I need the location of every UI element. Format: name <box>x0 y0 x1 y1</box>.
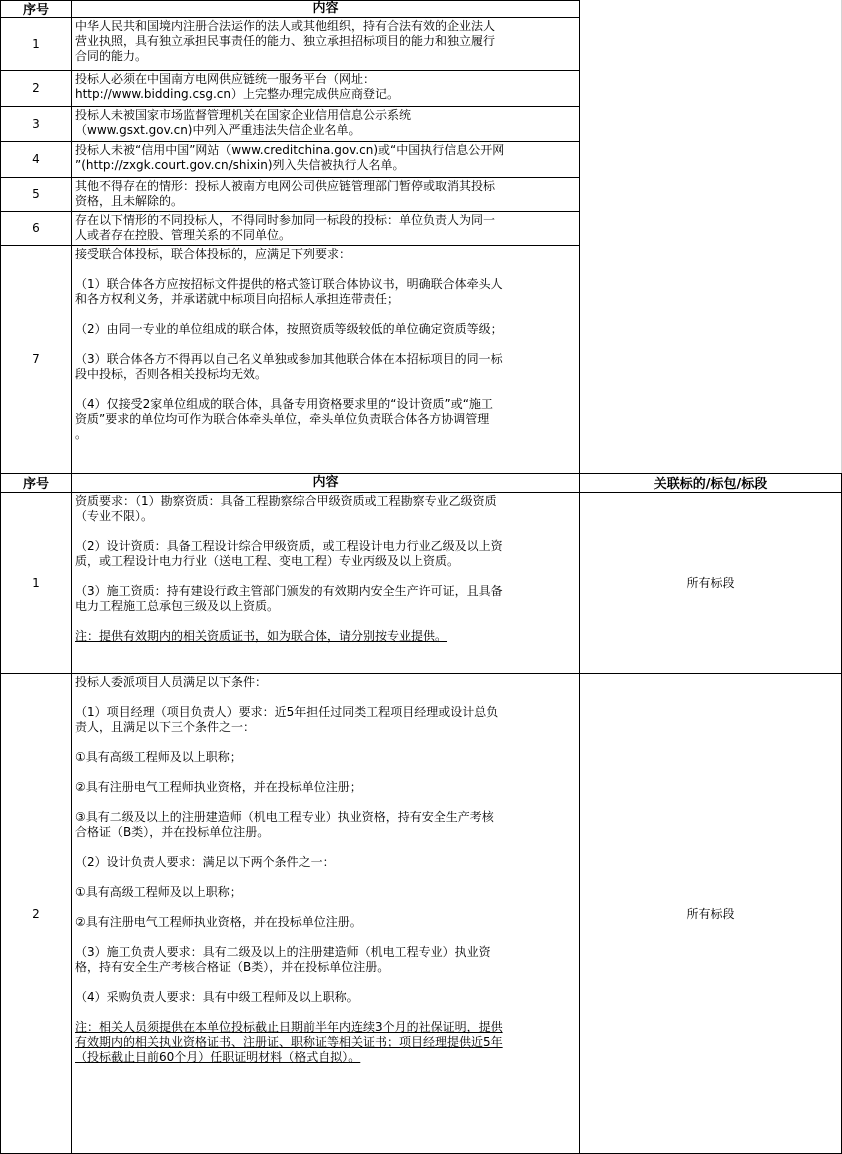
content-gap <box>75 870 576 885</box>
content-gap <box>75 690 576 705</box>
content-line: ③具有二级及以上的注册建造师（机电工程专业）执业资格，持有安全生产考核 <box>75 810 494 824</box>
content-line: 投标人委派项目人员满足以下条件： <box>75 675 268 689</box>
content-gap <box>75 930 576 945</box>
row-scope <box>580 141 842 177</box>
row-border <box>0 673 842 674</box>
table-row <box>0 211 842 245</box>
content-gap <box>75 382 576 397</box>
content-gap <box>75 1005 576 1020</box>
content-gap <box>75 337 576 352</box>
content-line: （2）由同一专业的单位组成的联合体，按照资质等级较低的单位确定资质等级； <box>75 322 503 336</box>
row-scope <box>580 70 842 106</box>
content-line: ①具有高级工程师及以上职称； <box>75 750 242 764</box>
row-border <box>0 492 842 493</box>
content-line: （1）联合体各方应按招标文件提供的格式签订联合体协议书，明确联合体牵头人 <box>75 277 503 291</box>
table-row <box>0 245 842 473</box>
content-line: 中华人民共和国境内注册合法运作的法人或其他组织，持有合法有效的企业法人 <box>75 19 496 33</box>
row-scope <box>580 106 842 141</box>
content-line: 注：提供有效期内的相关资质证书，如为联合体，请分别按专业提供。 <box>75 629 448 643</box>
content-gap <box>75 765 576 780</box>
content-line: 接受联合体投标，联合体投标的，应满足下列要求： <box>75 247 352 261</box>
content-line: ②具有注册电气工程师执业资格，并在投标单位注册。 <box>75 915 362 929</box>
table-row <box>0 673 842 1154</box>
content-gap <box>75 307 576 322</box>
header-cell-scope <box>580 0 842 17</box>
row-border <box>0 17 580 18</box>
row-content <box>72 245 580 473</box>
content-line: ①具有高级工程师及以上职称； <box>75 885 242 899</box>
row-content <box>72 17 580 70</box>
row-border <box>0 211 580 212</box>
row-border <box>0 0 580 1</box>
row-number: 5 <box>0 177 72 211</box>
content-line: 资质”要求的单位均可作为联合体牵头单位，牵头单位负责联合体各方协调管理 <box>75 412 490 426</box>
content-gap <box>75 795 576 810</box>
content-line: 。 <box>75 427 88 441</box>
content-line: 合同的能力。 <box>75 49 148 63</box>
content-line: ”(http://zxgk.court.gov.cn/shixin)列入失信被执行人名单。 <box>75 158 405 172</box>
content-line: 合格证（B类），并在投标单位注册。 <box>75 825 270 839</box>
content-line: 其他不得存在的情形：投标人被南方电网公司供应链管理部门暂停或取消其投标 <box>75 179 496 193</box>
row-content <box>72 211 580 245</box>
content-line: （2）设计负责人要求：满足以下两个条件之一： <box>75 855 335 869</box>
content-line: 营业执照，具有独立承担民事责任的能力、独立承担招标项目的能力和独立履行 <box>75 34 496 48</box>
content-line: 质，或工程设计电力行业（送电工程、变电工程）专业丙级及以上资质。 <box>75 554 460 568</box>
content-line: 注：相关人员须提供在本单位投标截止日期前半年内连续3个月的社保证明，提供 <box>75 1020 503 1034</box>
content-line: 投标人未被国家市场监督管理机关在国家企业信用信息公示系统 <box>75 108 412 122</box>
content-line: （1）项目经理（项目负责人）要求：近5年担任过同类工程项目经理或设计总负 <box>75 705 499 719</box>
header-row <box>0 0 842 17</box>
content-line: 电力工程施工总承包三级及以上资质。 <box>75 599 280 613</box>
row-border <box>0 70 580 71</box>
content-line: （2）设计资质：具备工程设计综合甲级资质，或工程设计电力行业乙级及以上资 <box>75 539 503 553</box>
row-content <box>72 177 580 211</box>
content-gap <box>75 840 576 855</box>
table-row <box>0 70 842 106</box>
row-border <box>0 177 580 178</box>
row-number: 6 <box>0 211 72 245</box>
row-number: 2 <box>0 673 72 1154</box>
content-gap <box>75 614 576 629</box>
table-row <box>0 492 842 673</box>
content-gap <box>75 524 576 539</box>
row-border <box>0 473 842 474</box>
header-cell-scope: 关联标的/标包/标段 <box>580 473 842 492</box>
table-row <box>0 106 842 141</box>
content-line: （投标截止日前60个月）任职证明材料（格式自拟）。 <box>75 1050 361 1064</box>
row-border <box>0 245 580 246</box>
content-line: 投标人必须在中国南方电网供应链统一服务平台（网址： <box>75 72 376 86</box>
row-scope <box>580 177 842 211</box>
content-gap <box>75 900 576 915</box>
content-line: （3）施工资质：持有建设行政主管部门颁发的有效期内安全生产许可证，且具备 <box>75 584 503 598</box>
table-row <box>0 177 842 211</box>
header-cell-number: 序号 <box>0 473 72 492</box>
row-scope <box>580 17 842 70</box>
header-cell-content: 内容 <box>72 473 580 492</box>
row-scope: 所有标段 <box>580 673 842 1154</box>
header-cell-number: 序号 <box>0 0 72 17</box>
content-line: （4）采购负责人要求：具有中级工程师及以上职称。 <box>75 990 359 1004</box>
row-border <box>0 106 580 107</box>
content-line: 有效期内的相关执业资格证书、注册证、职称证等相关证书；项目经理提供近5年 <box>75 1035 503 1049</box>
content-line: 资格，且未解除的。 <box>75 194 184 208</box>
content-line: 段中投标，否则各相关投标均无效。 <box>75 367 268 381</box>
row-content <box>72 70 580 106</box>
row-number: 3 <box>0 106 72 141</box>
row-number: 7 <box>0 245 72 473</box>
content-line: ②具有注册电气工程师执业资格，并在投标单位注册； <box>75 780 362 794</box>
row-scope <box>580 211 842 245</box>
header-row <box>0 473 842 492</box>
row-content <box>72 492 580 673</box>
content-gap <box>75 735 576 750</box>
content-gap <box>75 262 576 277</box>
content-line: （www.gsxt.gov.cn)中列入严重违法失信企业名单。 <box>75 123 361 137</box>
content-line: 人或者存在控股、管理关系的不同单位。 <box>75 228 292 242</box>
row-number: 1 <box>0 492 72 673</box>
row-content <box>72 141 580 177</box>
table-row <box>0 141 842 177</box>
content-line: （3）联合体各方不得再以自己名义单独或参加其他联合体在本招标项目的同一标 <box>75 352 503 366</box>
row-border <box>0 141 580 142</box>
content-line: 和各方权利义务，并承诺就中标项目向招标人承担连带责任； <box>75 292 400 306</box>
row-content <box>72 673 580 1154</box>
row-number: 1 <box>0 17 72 70</box>
content-line: （4）仅接受2家单位组成的联合体，具备专用资格要求里的“设计资质”或“施工 <box>75 397 493 411</box>
table-row <box>0 17 842 70</box>
content-line: 责人，且满足以下三个条件之一： <box>75 720 256 734</box>
content-line: 格，持有安全生产考核合格证（B类），并在投标单位注册。 <box>75 960 390 974</box>
row-scope: 所有标段 <box>580 492 842 673</box>
header-cell-content: 内容 <box>72 0 580 17</box>
content-gap <box>75 975 576 990</box>
content-line: 存在以下情形的不同投标人，不得同时参加同一标段的投标：单位负责人为同一 <box>75 213 496 227</box>
row-content <box>72 106 580 141</box>
content-gap <box>75 569 576 584</box>
content-line: （3）施工负责人要求：具有二级及以上的注册建造师（机电工程专业）执业资 <box>75 945 491 959</box>
content-line: （专业不限）。 <box>75 509 154 523</box>
content-line: 投标人未被“信用中国”网站（www.creditchina.gov.cn)或“中国执行信息公开网 <box>75 143 505 157</box>
row-number: 4 <box>0 141 72 177</box>
row-number: 2 <box>0 70 72 106</box>
row-scope <box>580 245 842 473</box>
content-line: http://www.bidding.csg.cn）上完整办理完成供应商登记。 <box>75 87 399 101</box>
content-line: 资质要求：（1）勘察资质：具备工程勘察综合甲级资质或工程勘察专业乙级资质 <box>75 494 497 508</box>
